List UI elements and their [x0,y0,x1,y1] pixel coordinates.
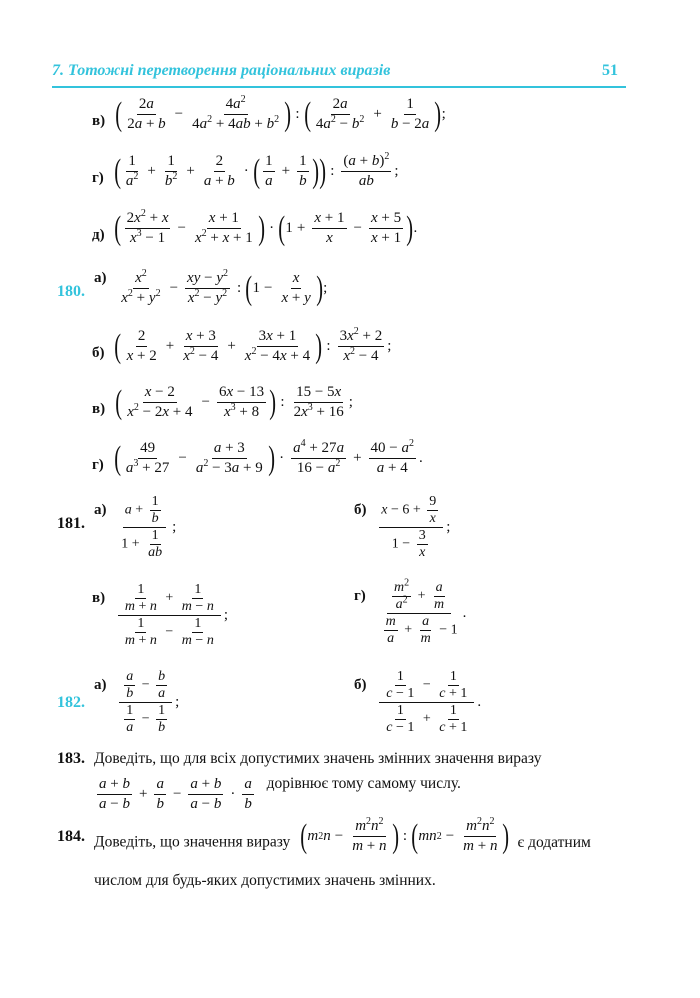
math-expression: ( $\frac{2}{x + 2}$ + $\frac{x + 3}{x^2 - 4}$ + $\frac{3x + 1}{x^2 - 4x + 4}$ ) : $\frac{3x^2 + 2}{x^2 - 4}$ ; [114,326,392,365]
problem-number-184: 184. [57,828,85,845]
exercise-180b: б) ( $\frac{2}{x + 2}$ + $\frac{x + 3}{x^2 - 4}$ + $\frac{3x + 1}{x^2 - 4x + 4}$ ) : $\frac{3x^2 + 2}{x^2 - 4}$ ; [92,326,392,365]
exercise-182b: б) $\frac{1}{c - 1}$ − $\frac{1}{c + 1}$ $\frac{1}{c - 1}$ + $\frac{1}{c + 1}$ . [354,669,482,735]
problem-184-line2: числом для будь-яких допустимих значень змінних. [94,872,436,889]
problem-184-text-a: Доведіть, що значення виразу [94,833,291,851]
problem-183-expression [94,775,461,813]
math-expression: x − 6 + $\frac{9}{x}$ 1 − $\frac{3}{x}$ ; [381,494,451,560]
exercise-180a: а) $\frac{x^2}{x^2 + y^2}$ − $\frac{xy - y^2}{x^2 - y^2}$ : ( 1 − $\frac{x}{x + y}$ ) ; [94,268,328,307]
math-expression: a + $\frac{1}{b}$ 1 + $\frac{1}{ab}$ ; [121,494,177,560]
exercise-181b: б) x − 6 + $\frac{9}{x}$ 1 − $\frac{3}{x}$ ; [354,494,451,560]
exercise-179g: г) ( $\frac{1}{a^2}$ + $\frac{1}{b^2}$ + $\frac{2}{a + b}$ · ( $\frac{1}{a}$ + $\frac{1}{b}$ ) ) : $\frac{(a + b)^2}{ab}$ ; [92,151,399,190]
page-number: 51 [602,62,618,79]
problem-number-182: 182. [57,694,85,711]
problem-184-text-b: є додатним [517,833,591,851]
problem-number-181: 181. [57,515,85,532]
math-expression: $\frac{1}{m + n}$ + $\frac{1}{m - n}$ $\frac{1}{m + n}$ − $\frac{1}{m - n}$ ; [115,583,228,648]
math-expression: ( m 2 n − $\frac{m^2n^2}{m + n}$ ) : ( mn 2 − $\frac{m^2n^2}{m + n}$ ) [300,816,510,855]
math-expression: ( $\frac{49}{a^3 + 27}$ − $\frac{a + 3}{a^2 - 3a + 9}$ ) · $\frac{a^4 + 27a}{16 - a^2}$ + $\frac{40 - a^2}{a + 4}$ . [113,438,423,477]
exercise-180v: в) ( $\frac{x - 2}{x^2 - 2x + 4}$ − $\frac{6x - 13}{x^3 + 8}$ ) : $\frac{15 - 5x}{2x^3 + 16}$ ; [92,383,353,421]
math-expression: $\frac{a + b}{a - b}$ + $\frac{a}{b}$ − $\frac{a + b}{a - b}$ · $\frac{a}{b}$ [99,776,252,812]
math-expression: ( $\frac{1}{a^2}$ + $\frac{1}{b^2}$ + $\frac{2}{a + b}$ · ( $\frac{1}{a}$ + $\frac{1}{b}$ ) ) : $\frac{(a + b)^2}{ab}$ ; [113,151,399,190]
math-expression: $\frac{m^2}{a^2}$ + $\frac{a}{m}$ $\frac{m}{a}$ + $\frac{a}{m}$ − 1 . [385,577,467,646]
exercise-179d: д) ( $\frac{2x^2 + x}{x^3 - 1}$ − $\frac{x + 1}{x^2 + x + 1}$ ) · ( 1 + $\frac{x + 1}{x}$ − $\frac{x + 5}{x + 1}$ ) . [92,208,418,247]
exercise-181v: в) $\frac{1}{m + n}$ + $\frac{1}{m - n}$ $\frac{1}{m + n}$ − $\frac{1}{m - n}$ ; [92,582,228,648]
exercise-180g: г) ( $\frac{49}{a^3 + 27}$ − $\frac{a + 3}{a^2 - 3a + 9}$ ) · $\frac{a^4 + 27a}{16 - a^2}$ + $\frac{40 - a^2}{a + 4}$ . [92,438,423,477]
problem-184-line1 [94,818,591,855]
exercise-179v: в) ( $\frac{2a}{2a + b}$ − $\frac{4a^2}{4a^2 + 4ab + b^2}$ ) : ( $\frac{2a}{4a^2 - b^2}$ + $\frac{1}{b - 2a}$ ) ; [92,94,446,133]
math-expression: ( $\frac{2x^2 + x}{x^3 - 1}$ − $\frac{x + 1}{x^2 + x + 1}$ ) · ( 1 + $\frac{x + 1}{x}$ − $\frac{x + 5}{x + 1}$ ) . [114,208,418,247]
problem-183-tail: дорівнює тому самому числу. [266,775,461,792]
chapter-title: 7. Тотожні перетворення раціональних виразів [52,62,391,79]
exercise-181g: г) $\frac{m^2}{a^2}$ + $\frac{a}{m}$ $\frac{m}{a}$ + $\frac{a}{m}$ − 1 . [354,577,467,646]
problem-183-text: Доведіть, що для всіх допустимих значень змінних значення виразу [94,750,542,767]
exercise-182a: а) $\frac{a}{b}$ − $\frac{b}{a}$ $\frac{1}{a}$ − $\frac{1}{b}$ ; [94,669,180,735]
header-rule [52,86,626,88]
math-expression: $\frac{a}{b}$ − $\frac{b}{a}$ $\frac{1}{a}$ − $\frac{1}{b}$ ; [116,670,179,735]
math-expression: $\frac{1}{c - 1}$ − $\frac{1}{c + 1}$ $\frac{1}{c - 1}$ + $\frac{1}{c + 1}$ . [376,670,481,735]
math-expression: ( $\frac{x - 2}{x^2 - 2x + 4}$ − $\frac{6x - 13}{x^3 + 8}$ ) : $\frac{15 - 5x}{2x^3 + 16}$ ; [115,383,353,421]
exercise-181a: а) a + $\frac{1}{b}$ 1 + $\frac{1}{ab}$ ; [94,494,177,560]
math-expression: $\frac{x^2}{x^2 + y^2}$ − $\frac{xy - y^2}{x^2 - y^2}$ : ( 1 − $\frac{x}{x + y}$ ) ; [121,268,328,307]
math-expression: ( $\frac{2a}{2a + b}$ − $\frac{4a^2}{4a^2 + 4ab + b^2}$ ) : ( $\frac{2a}{4a^2 - b^2}$ + $\frac{1}{b - 2a}$ ) ; [115,94,446,133]
problem-number-180: 180. [57,283,85,300]
page-header [52,62,626,86]
problem-number-183: 183. [57,750,85,767]
